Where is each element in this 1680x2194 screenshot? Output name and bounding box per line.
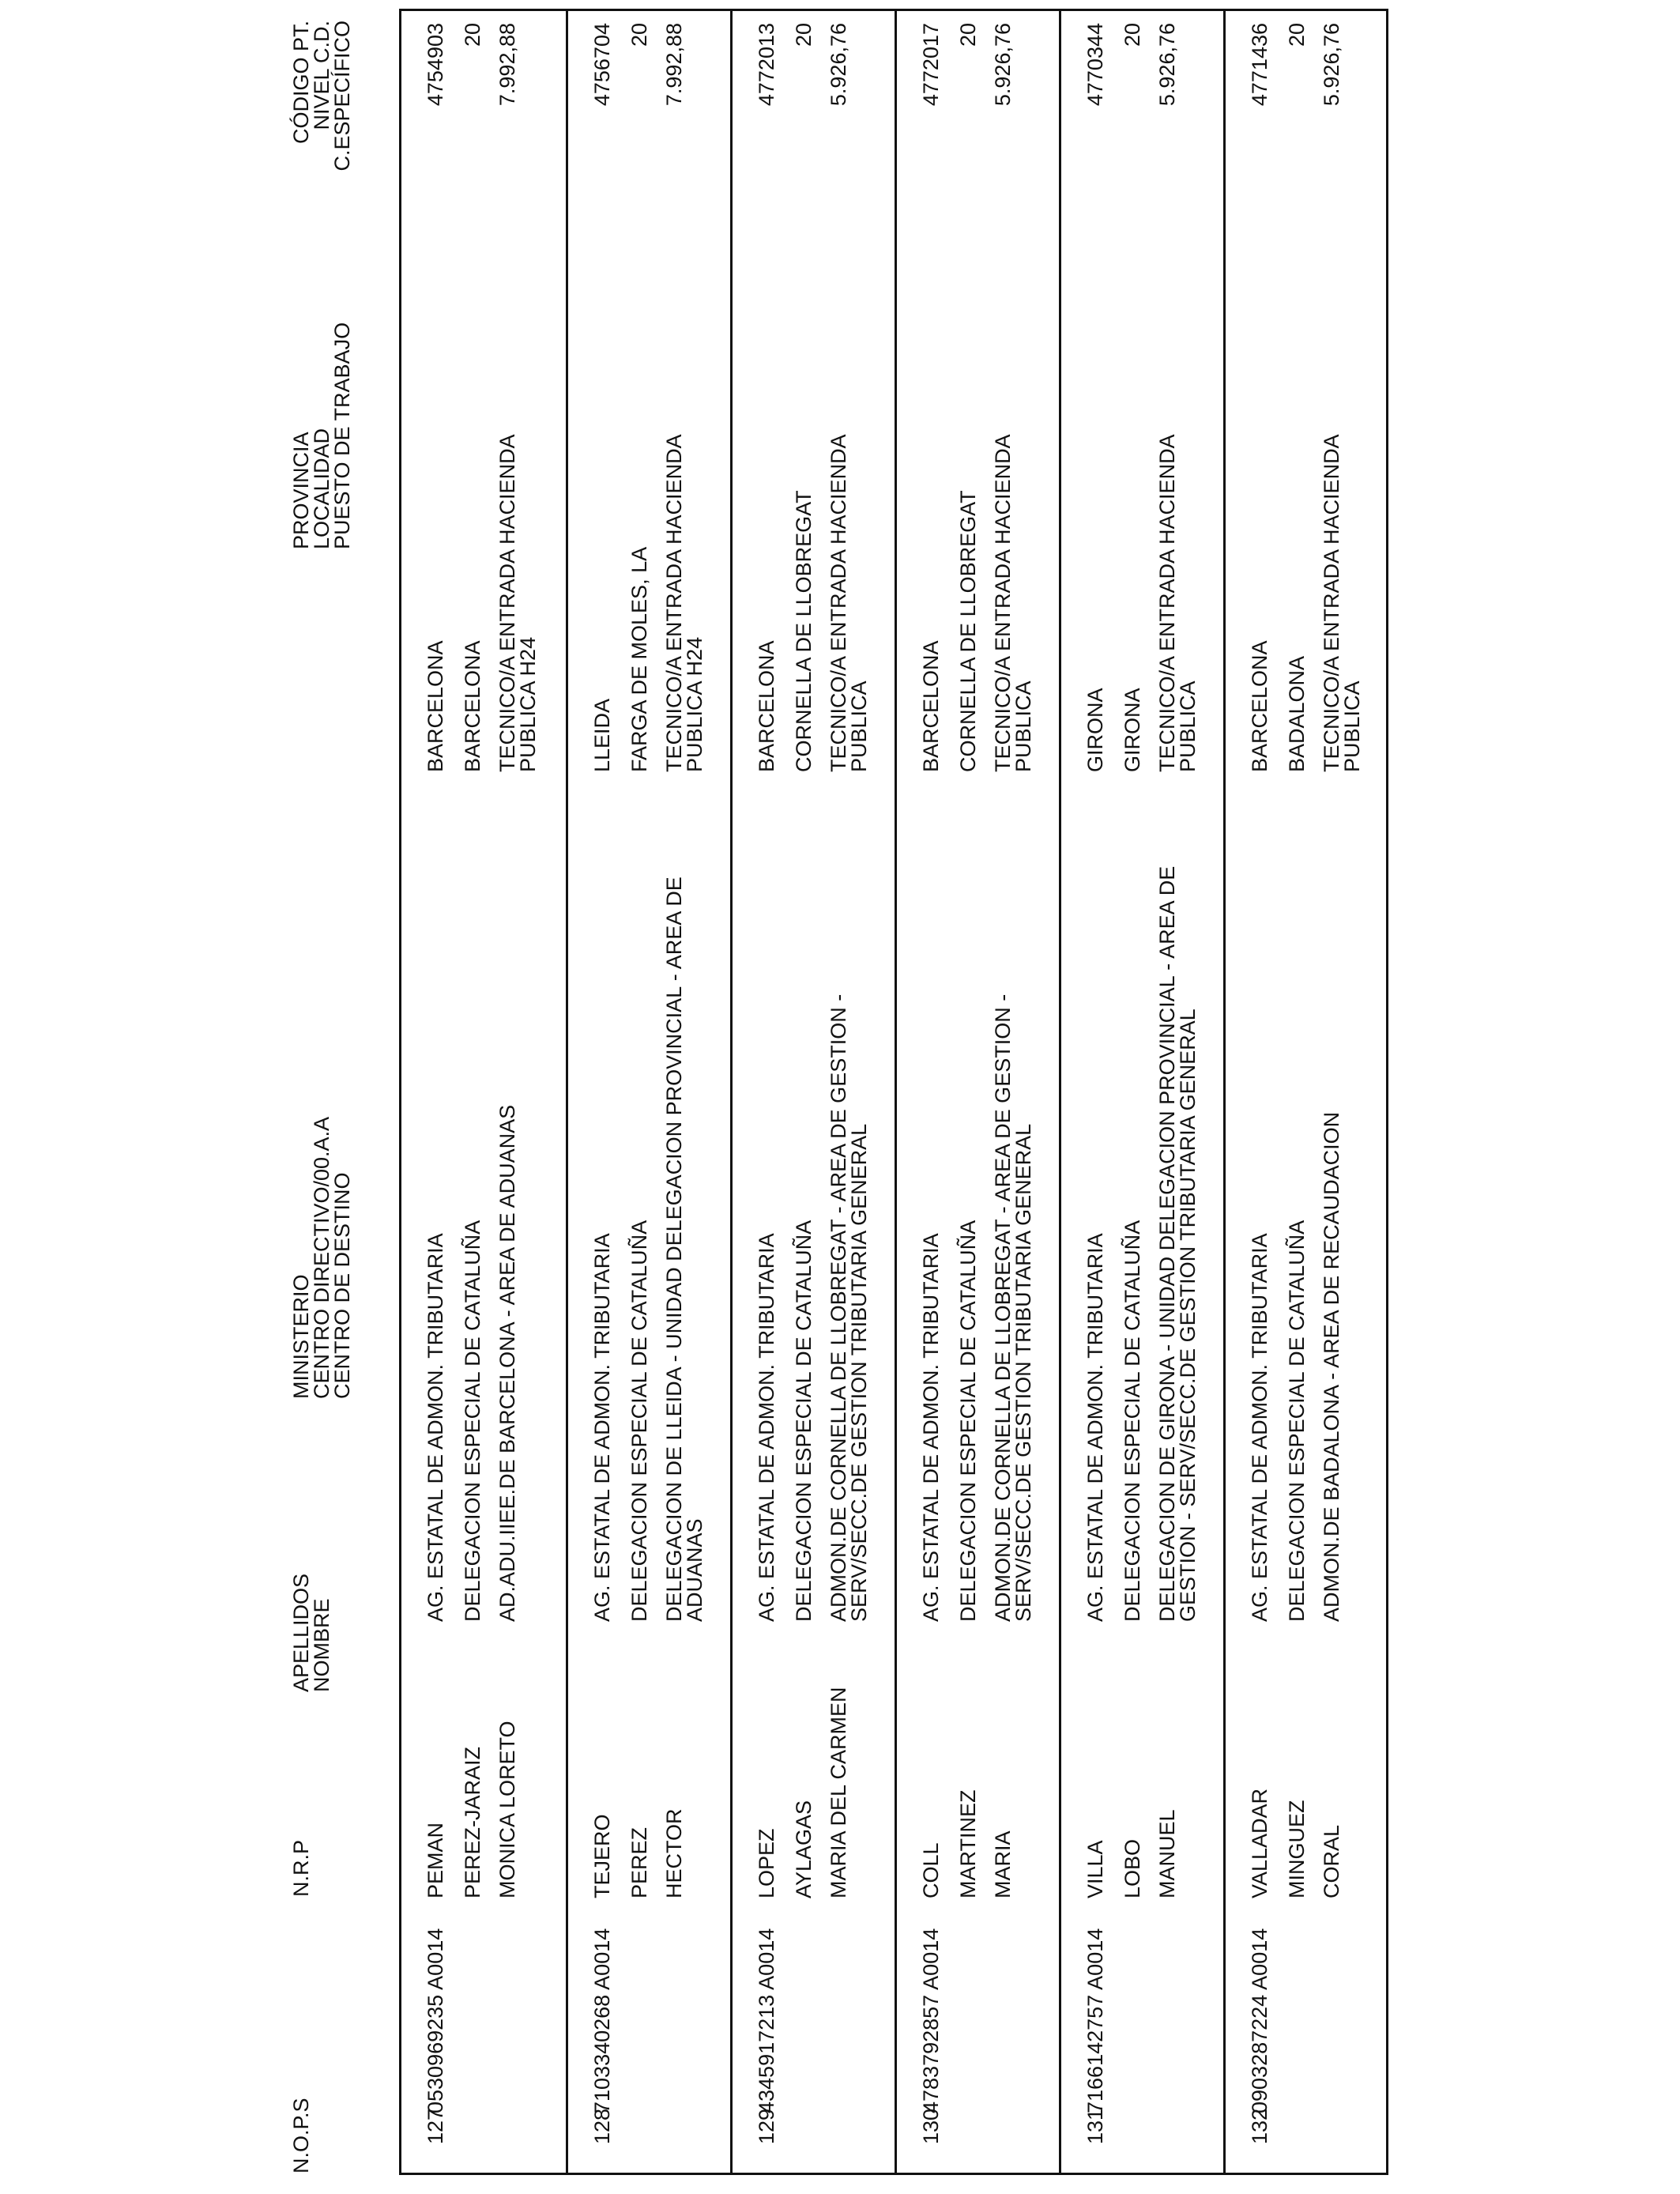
header-apellidos: APELLIDOS NOMBRE — [289, 1573, 333, 1692]
nrp-cell: 7166142757 A0014 — [1083, 1928, 1107, 2113]
header-ministerio: MINISTERIO CENTRO DIRECTIVO/00.A.A CENTRO DE DESTINO — [289, 1116, 354, 1399]
nivel-cell: 20 — [1121, 23, 1144, 47]
provincia-cell: LLEIDA — [590, 698, 614, 772]
nops-cell: 127 — [424, 2108, 447, 2144]
nops-cell: 131 — [1083, 2108, 1107, 2144]
apellido2-cell: AYLAGAS — [792, 1800, 816, 1898]
localidad-cell: GIRONA — [1121, 688, 1144, 772]
nrp-cell: 4783792857 A0014 — [919, 1928, 943, 2113]
codigo-cell: 4756704 — [590, 23, 614, 107]
table-row — [1059, 11, 1226, 2173]
apellido1-cell: PEMAN — [424, 1822, 447, 1898]
provincia-cell: BARCELONA — [1248, 640, 1271, 772]
nops-cell: 132 — [1248, 2108, 1271, 2144]
codigo-cell: 4772017 — [919, 23, 943, 107]
apellido2-cell: MARTINEZ — [956, 1789, 980, 1898]
centro-directivo-cell: DELEGACION ESPECIAL DE CATALUÑA — [792, 1220, 816, 1622]
apellido1-cell: VILLA — [1083, 1840, 1107, 1898]
nops-cell: 128 — [590, 2108, 614, 2144]
nombre-cell: MONICA LORETO — [495, 1721, 519, 1898]
provincia-cell: BARCELONA — [424, 640, 447, 772]
nrp-cell: 0530969235 A0014 — [424, 1928, 447, 2113]
header-codigo: CÓDIGO PT. NIVEL C.D. C.ESPECÍFICO — [289, 21, 354, 172]
nops-cell: 129 — [755, 2108, 778, 2144]
table-row — [895, 11, 1061, 2173]
nivel-cell: 20 — [461, 23, 484, 47]
apellido1-cell: TEJERO — [590, 1814, 614, 1898]
table-row — [401, 11, 566, 2173]
centro-destino-cell: DELEGACION DE LLEIDA - UNIDAD DELEGACION PROVINCIAL - AREA DE ADUANAS — [662, 876, 706, 1622]
centro-destino-cell: DELEGACION DE GIRONA - UNIDAD DELEGACION PROVINCIAL - AREA DE GESTION - SERV/SECC.DE GESTION TRIBUTARIA GENERAL — [1155, 865, 1200, 1622]
centro-destino-cell: ADMON.DE CORNELLA DE LLOBREGAT - AREA DE GESTION - SERV/SECC.DE GESTION TRIBUTARIA GENERAL — [991, 993, 1035, 1622]
table-row — [1223, 11, 1390, 2173]
provincia-cell: GIRONA — [1083, 688, 1107, 772]
nombre-cell: CORAL — [1320, 1824, 1343, 1898]
header-nrp: N.R.P — [289, 1839, 313, 1897]
header-nops: N.O.P.S — [289, 2098, 313, 2173]
nrp-cell: 4345917213 A0014 — [755, 1928, 778, 2113]
nivel-cell: 20 — [792, 23, 816, 47]
apellido2-cell: PEREZ — [627, 1826, 651, 1898]
centro-directivo-cell: DELEGACION ESPECIAL DE CATALUÑA — [1285, 1220, 1309, 1622]
nombre-cell: MANUEL — [1155, 1809, 1179, 1898]
data-table — [399, 9, 1388, 2175]
centro-destino-cell: ADMON.DE CORNELLA DE LLOBREGAT - AREA DE GESTION - SERV/SECC.DE GESTION TRIBUTARIA GENERAL — [827, 993, 871, 1622]
apellido1-cell: COLL — [919, 1842, 943, 1898]
puesto-cell: TECNICO/A ENTRADA HACIENDA PUBLICA — [1155, 434, 1200, 772]
centro-destino-cell: AD.ADU.IIEE.DE BARCELONA - AREA DE ADUANAS — [495, 1104, 519, 1622]
localidad-cell: CORNELLA DE LLOBREGAT — [956, 490, 980, 772]
provincia-cell: BARCELONA — [919, 640, 943, 772]
codigo-cell: 4754903 — [424, 23, 447, 107]
provincia-cell: BARCELONA — [755, 640, 778, 772]
apellido1-cell: VALLADAR — [1248, 1788, 1271, 1898]
localidad-cell: FARGA DE MOLES, LA — [627, 546, 651, 772]
puesto-cell: TECNICO/A ENTRADA HACIENDA PUBLICA H24 — [662, 434, 706, 772]
especifico-cell: 5.926,76 — [827, 23, 850, 107]
table-row — [566, 11, 733, 2173]
header-provincia: PROVINCIA LOCALIDAD PUESTO DE TRABAJO — [289, 322, 354, 549]
ministerio-cell: AG. ESTATAL DE ADMON. TRIBUTARIA — [424, 1233, 447, 1622]
nrp-cell: 0903287224 A0014 — [1248, 1928, 1271, 2113]
especifico-cell: 5.926,76 — [991, 23, 1015, 107]
puesto-cell: TECNICO/A ENTRADA HACIENDA PUBLICA — [827, 434, 871, 772]
localidad-cell: BARCELONA — [461, 640, 484, 772]
codigo-cell: 4770344 — [1083, 23, 1107, 107]
centro-directivo-cell: DELEGACION ESPECIAL DE CATALUÑA — [627, 1220, 651, 1622]
localidad-cell: CORNELLA DE LLOBREGAT — [792, 490, 816, 772]
nivel-cell: 20 — [627, 23, 651, 47]
nombre-cell: HECTOR — [662, 1808, 686, 1898]
especifico-cell: 7.992,88 — [495, 23, 519, 107]
nops-cell: 130 — [919, 2108, 943, 2144]
centro-directivo-cell: DELEGACION ESPECIAL DE CATALUÑA — [461, 1220, 484, 1622]
nivel-cell: 20 — [1285, 23, 1309, 47]
puesto-cell: TECNICO/A ENTRADA HACIENDA PUBLICA — [1320, 434, 1364, 772]
especifico-cell: 7.992,88 — [662, 23, 686, 107]
table-row — [730, 11, 897, 2173]
ministerio-cell: AG. ESTATAL DE ADMON. TRIBUTARIA — [1248, 1233, 1271, 1622]
especifico-cell: 5.926,76 — [1155, 23, 1179, 107]
nivel-cell: 20 — [956, 23, 980, 47]
nombre-cell: MARIA — [991, 1830, 1015, 1898]
nombre-cell: MARIA DEL CARMEN — [827, 1687, 850, 1898]
ministerio-cell: AG. ESTATAL DE ADMON. TRIBUTARIA — [755, 1233, 778, 1622]
codigo-cell: 4772013 — [755, 23, 778, 107]
apellido2-cell: MINGUEZ — [1285, 1800, 1309, 1898]
ministerio-cell: AG. ESTATAL DE ADMON. TRIBUTARIA — [1083, 1233, 1107, 1622]
nrp-cell: 7103340268 A0014 — [590, 1928, 614, 2113]
centro-directivo-cell: DELEGACION ESPECIAL DE CATALUÑA — [956, 1220, 980, 1622]
localidad-cell: BADALONA — [1285, 655, 1309, 772]
puesto-cell: TECNICO/A ENTRADA HACIENDA PUBLICA H24 — [495, 434, 540, 772]
centro-directivo-cell: DELEGACION ESPECIAL DE CATALUÑA — [1121, 1220, 1144, 1622]
centro-destino-cell: ADMON.DE BADALONA - AREA DE RECAUDACION — [1320, 1111, 1343, 1622]
codigo-cell: 4771436 — [1248, 23, 1271, 107]
ministerio-cell: AG. ESTATAL DE ADMON. TRIBUTARIA — [919, 1233, 943, 1622]
apellido2-cell: LOBO — [1121, 1838, 1144, 1898]
puesto-cell: TECNICO/A ENTRADA HACIENDA PUBLICA — [991, 434, 1035, 772]
apellido1-cell: LOPEZ — [755, 1828, 778, 1898]
ministerio-cell: AG. ESTATAL DE ADMON. TRIBUTARIA — [590, 1233, 614, 1622]
especifico-cell: 5.926,76 — [1320, 23, 1343, 107]
apellido2-cell: PEREZ-JARAIZ — [461, 1746, 484, 1898]
